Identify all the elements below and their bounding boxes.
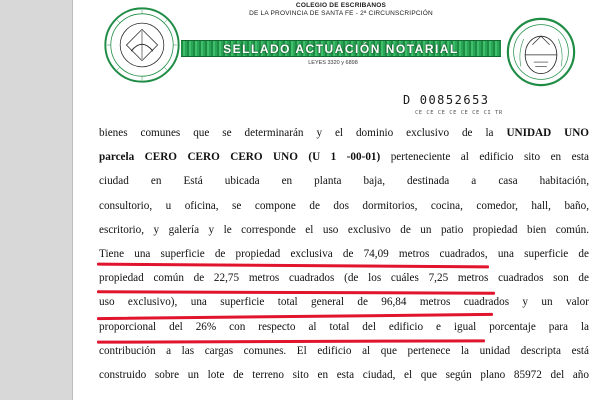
bold-text-segment: UNIDAD UNO [506,127,589,139]
text-segment: Tiene una superficie de propiedad exclusiva de 74,09 metros cuadrados, una superficie de [99,247,589,260]
text-segment: proporcional del 26% con respecto al total del edificio e igual porcentaje para la [99,320,589,333]
coat-of-arms-seal-icon [505,16,577,88]
serial-digits: 00852653 [419,93,490,107]
serial-prefix: D [403,93,412,107]
notary-college-seal-icon [103,6,181,84]
text-segment: bienes comunes que se determinarán y el dominio exclusivo de la [99,127,507,139]
bold-text-segment: parcela CERO CERO CERO UNO (U 1 -00-01) [99,151,381,164]
text-line [99,363,589,387]
text-segment: escritorio, y galería y le corresponde el uso exclusivo de un patio propiedad bien común. [99,223,589,236]
stamp-title: SELLADO ACTUACIÓN NOTARIAL [223,42,459,56]
text-line [99,145,589,169]
seal-header [191,2,491,18]
deed-body-text [99,121,589,387]
text-line [99,169,589,193]
serial-number [403,93,490,107]
notarial-stamp-band [181,40,501,57]
text-line [99,194,589,218]
notarial-page [72,0,601,400]
laws-reference: LEYES 3320 y 6898 [308,60,358,66]
institution-jurisdiction: DE LA PROVINCIA DE SANTA FE - 2ª CIRCUNSCRIPCIÓN [249,10,433,17]
text-segment: ciudad en Está ubicada en planta baja, destinada a casa habitación, [99,175,589,188]
text-line [99,121,589,145]
text-line [99,218,589,242]
text-segment: perteneciente al edificio sito en esta [380,151,589,164]
text-line [99,266,589,290]
text-segment: construido sobre un lote de terreno sito en esta ciudad, el que según plano 85972 del año [99,368,589,381]
security-microtext: CE CE CE CE CE CE CI TR [415,110,503,116]
text-segment: propiedad común de 22,75 metros cuadrados (de los cuáles 7,25 metros cuadrados son de [99,272,589,285]
institution-name: COLEGIO DE ESCRIBANOS [295,2,387,9]
text-segment: uso exclusivo), una superficie total general de 96,84 metros cuadrados y un valor [99,296,589,309]
text-segment: consultorio, u oficina, se compone de dos dormitorios, cocina, comedor, hall, baño, [99,199,589,212]
text-segment: contribución a las cargas comunes. El edificio al que pertenece la unidad descripta está [99,344,589,357]
